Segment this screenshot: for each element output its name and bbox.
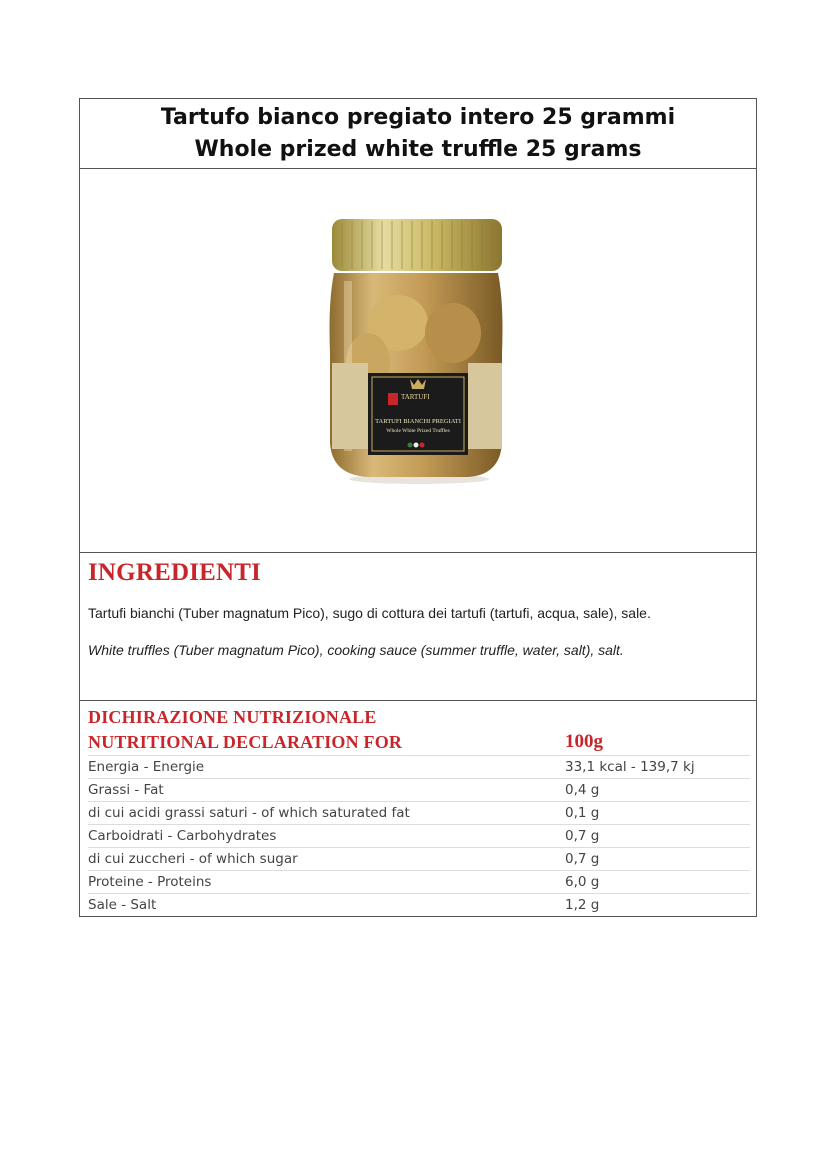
nutrition-heading-italian: DICHIRAZIONE NUTRIZIONALE (88, 707, 377, 727)
truffle-jar-image (328, 213, 510, 485)
table-row (88, 870, 750, 892)
row-label: Proteine - Proteins (88, 873, 212, 890)
ingredients-section (80, 553, 756, 701)
nutrition-column-header: 100g (565, 731, 603, 752)
table-row (88, 893, 750, 915)
row-label: Grassi - Fat (88, 781, 164, 798)
nutrition-heading-english: NUTRITIONAL DECLARATION FOR (88, 732, 403, 752)
product-image-box (80, 169, 756, 553)
jar-label-name: TARTUFI BIANCHI PREGIATI (375, 418, 461, 425)
row-value: 1,2 g (565, 896, 600, 913)
row-label: di cui acidi grassi saturi - of which saturated fat (88, 804, 410, 821)
ingredients-text-english: White truffles (Tuber magnatum Pico), cooking sauce (summer truffle, water, salt), salt. (88, 642, 624, 658)
nutrition-section (80, 701, 756, 916)
table-row (88, 847, 750, 869)
table-row (88, 801, 750, 823)
table-row (88, 778, 750, 800)
row-value: 0,7 g (565, 850, 600, 867)
row-value: 6,0 g (565, 873, 600, 890)
ingredients-text-italian: Tartufi bianchi (Tuber magnatum Pico), sugo di cottura dei tartufi (tartufi, acqua, sale), sale. (88, 605, 651, 621)
row-label: Energia - Energie (88, 758, 205, 775)
row-label: di cui zuccheri - of which sugar (88, 850, 298, 867)
jar-label-brand: TARTUFI (401, 393, 430, 401)
row-value: 0,7 g (565, 827, 600, 844)
title-english: Whole prized white truffle 25 grams (194, 136, 642, 162)
jar-label-sub: Whole White Prized Truffles (386, 428, 450, 434)
product-sheet (79, 98, 757, 917)
row-label: Sale - Salt (88, 896, 157, 913)
row-value: 0,4 g (565, 781, 600, 798)
title-italian: Tartufo bianco pregiato intero 25 grammi (160, 104, 676, 130)
ingredients-heading: INGREDIENTI (88, 559, 262, 586)
title-box (80, 99, 756, 169)
row-label: Carboidrati - Carbohydrates (88, 827, 277, 844)
table-row (88, 755, 750, 777)
row-value: 33,1 kcal - 139,7 kj (565, 758, 695, 775)
row-value: 0,1 g (565, 804, 600, 821)
nutrition-table (88, 755, 750, 916)
table-row (88, 824, 750, 846)
